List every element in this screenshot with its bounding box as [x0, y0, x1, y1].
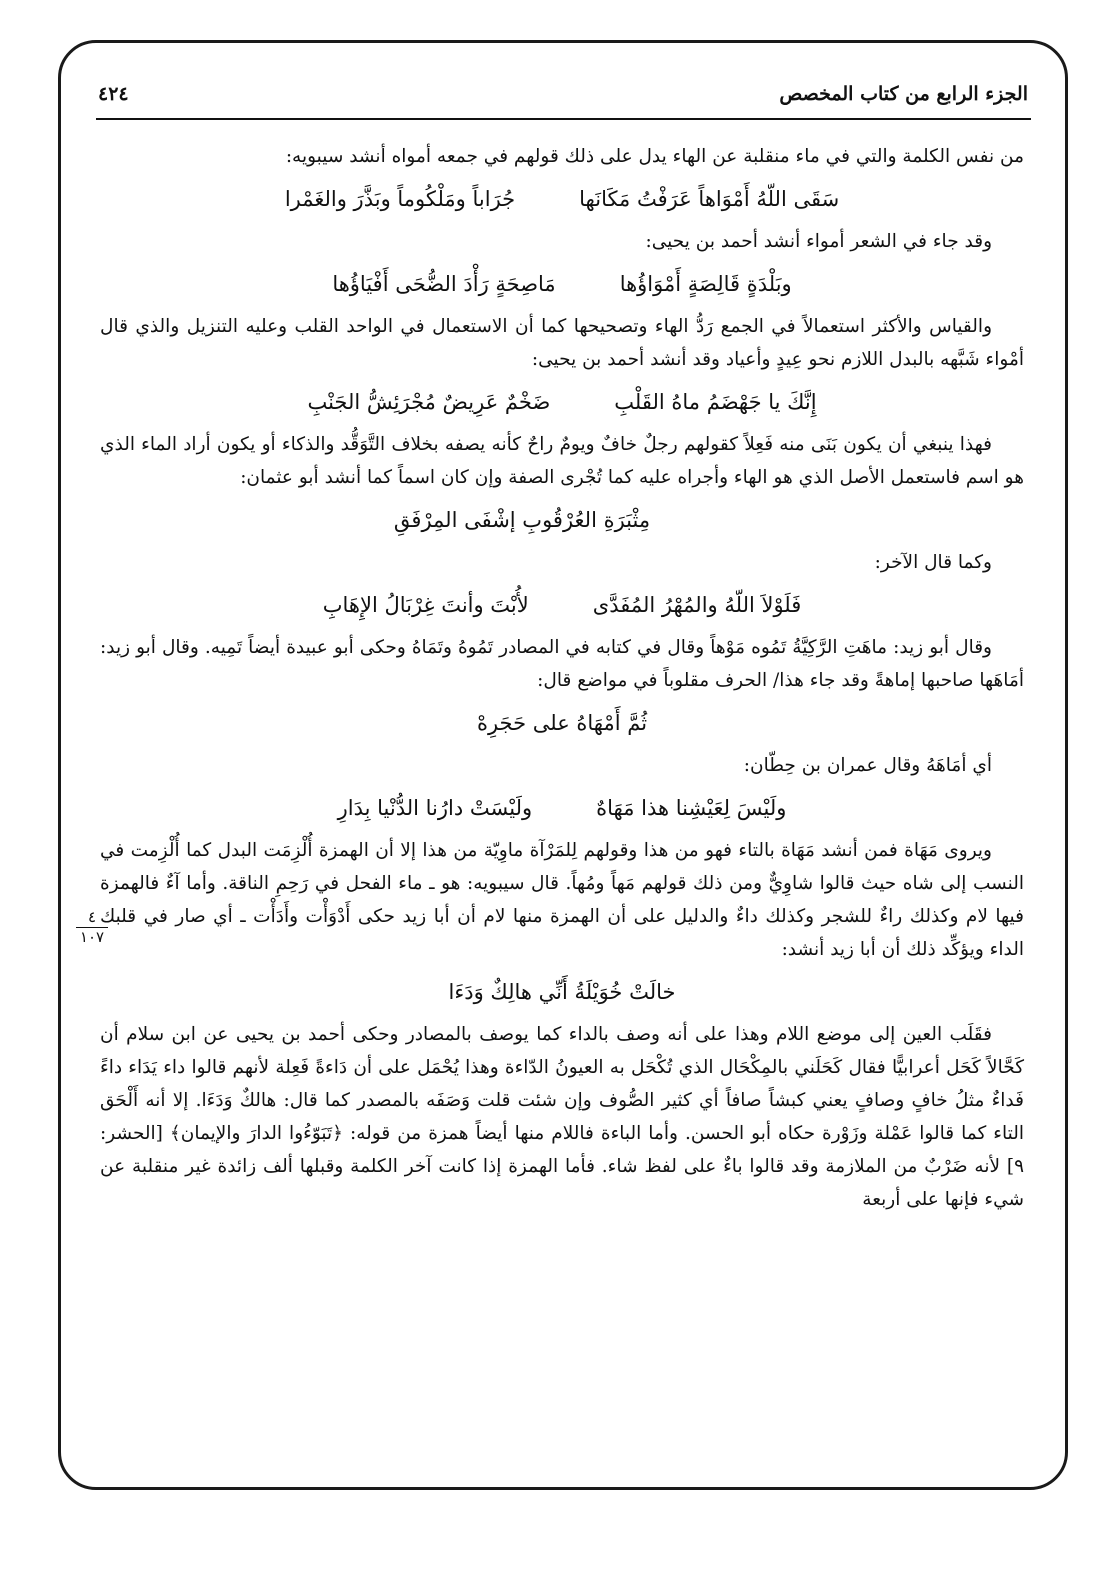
paragraph-1: من نفس الكلمة والتي في ماء منقلبة عن الهاء يدل على ذلك قولهم في جمعه أمواه أنشد سيبويه:	[285, 146, 1024, 167]
verse-1-first-hemistich: سَقَى اللّهُ أَمْوَاهاً عَرَفْتُ مَكَانَها	[579, 187, 840, 211]
paragraph-4: فهذا ينبغي أن يكون بَنَى منه فَعِلاً كقولهم رجلٌ خافٌ ويومٌ راحٌ كأنه يصفه بخلاف التَّوَقُّد والذكاء أو يكون أراد الماء الذي هو اسم فاستعمل الأصل الذي هو الهاء وأجراه عليه كما تُجْرى الصفة وإن كان اسماً كما أنشد أبو عثمان:	[100, 434, 1024, 488]
paragraph-6: وقال أبو زيد: ماهَتِ الرَّكِيَّةُ تَمُوه مَوْهاً وقال في كتابه في المصادر تَمُوهُ وتَمَاهُ وحكى أبو عبيدة أيضاً تَمِيه. وقال أبو زيد: أمَاهَها صاحبها إماهةً وقد جاء هذا/ الحرف مقلوباً في مواضع قال:	[100, 637, 1024, 691]
verse-4	[100, 496, 1024, 544]
verse-4-line: مِثْبَرَةِ العُرْقُوبِ إشْفَى المِرْفَقِ	[393, 508, 651, 532]
verse-7-second-hemistich: ولَيْسَتْ دارُنا الدُّنْيا بِدَارِ	[337, 796, 533, 820]
verse-1	[100, 175, 1024, 223]
verse-8-line: خالَتْ خُوَيْلَةُ أَنِّي هالِكٌ وَدَءَا	[448, 980, 676, 1004]
verse-2-first-hemistich: وبَلْدَةٍ قَالِصَةٍ أَمْوَاؤُها	[619, 272, 792, 296]
verse-7	[100, 784, 1024, 832]
verse-3-second-hemistich: ضَخْمٌ عَرِيضٌ مُجْرَئِشُّ الجَنْبِ	[307, 390, 551, 414]
page-header	[98, 74, 1028, 114]
verse-1-second-hemistich: جُرَاباً ومَلْكُوماً وبَذَّرَ والغَمْرا	[284, 187, 516, 211]
verse-2	[100, 260, 1024, 308]
verse-5-second-hemistich: لأُبْتَ وأنتَ غِرْبَالُ الإِهَابِ	[322, 593, 529, 617]
verse-3-first-hemistich: إِنَّكَ يا جَهْضَمُ ماهُ القَلْبِ	[614, 390, 817, 414]
paragraph-2: وقد جاء في الشعر أمواء أنشد أحمد بن يحيى:	[645, 231, 992, 252]
verse-5-first-hemistich: فَلَوْلاَ اللّهُ والمُهْرُ المُفَدَّى	[592, 593, 802, 617]
verse-6-line: ثُمَّ أَمْهَاهُ على حَجَرِهْ	[476, 711, 648, 735]
paragraph-9: فقَلَب العين إلى موضع اللام وهذا على أنه وصف بالداء كما يوصف بالمصادر وحكى أحمد بن يحيى عن ابن سلام أن كَحَّالاً كَحَل أعرابيًّا فقال كَحَلَني بالمِكْحَال الذي تُكْحَل به العيونُ الدّاءة وهذا يُحْمَل على أن دَاءةً فَعِلة لأنهم قالوا داء يَدَاء داءً فَداءٌ مثلُ خافٍ وصافٍ يعني كبشاً صافاً أي كثير الصُّوف وإن شئت قلت وَصَفَه بالمصدر كما قال: هالكٌ وَدَءَا. إلا أنه أَلْحَق التاء كما قالوا عَمْلة وزَوْرة حكاه أبو الحسن. وأما الباءة فاللام منها أيضاً همزة من قوله: ﴿تَبَوّءُوا الدارَ والإيمان﴾ [الحشر: ٩] لأنه ضَرْبٌ من الملازمة وقد قالوا باءٌ على لفظ شاء. فأما الهمزة إذا كانت آخر الكلمة وقبلها ألف زائدة غير منقلبة عن شيء فإنها على أربعة	[100, 1024, 1024, 1210]
paragraph-3: والقياس والأكثر استعمالاً في الجمع رَدُّ الهاء وتصحيحها كما أن الاستعمال في الواحد القلب وعليه التنزيل والذي قال أمْواء شَبَّهه بالبدل اللازم نحو عِيدٍ وأعياد وقد أنشد أحمد بن يحيى:	[100, 316, 1024, 370]
page-body	[100, 140, 1024, 1460]
verse-7-first-hemistich: ولَيْسَ لِعَيْشِنا هذا مَهَاهٌ	[596, 796, 787, 820]
paragraph-8: ويروى مَهَاة فمن أنشد مَهَاة بالتاء فهو من هذا وقولهم لِلمَرْآة ماوِيّة من هذا إلا أن الهمزة أُلْزِمَت البدل كما أُلْزِمت في النسب إلى شاه حيث قالوا شاوِيٌّ ومن ذلك قولهم مَهاً ومُهاً. قال سيبويه: هو ـ ماء الفحل في رَحِمِ الناقة. وأما آءٌ فالهمزة فيها لام وكذلك راءٌ للشجر وكذلك داءٌ والدليل على أن الهمزة منها لام أن أبا زيد حكى أَدْوَأْت وأَدَأْت ـ أي صار في قلبك الداء ويؤكِّد ذلك أن أبا زيد أنشد:	[100, 840, 1024, 960]
verse-8	[100, 968, 1024, 1016]
paragraph-5: وكما قال الآخر:	[874, 552, 992, 573]
header-divider	[96, 118, 1031, 120]
paragraph-7: أي أمَاهَهُ وقال عمران بن حِطّان:	[743, 755, 992, 776]
margin-note-bottom: ١٠٧	[79, 928, 105, 946]
verse-2-second-hemistich: مَاصِحَةٍ رَأْدَ الضُّحَى أَفْيَاؤُها	[332, 272, 556, 296]
verse-6	[100, 699, 1024, 747]
page-number: ٤٢٤	[98, 83, 129, 105]
book-title: الجزء الرابع من كتاب المخصص	[779, 83, 1028, 105]
verse-5	[100, 581, 1024, 629]
verse-3	[100, 378, 1024, 426]
margin-note-top: ٤	[76, 910, 108, 928]
